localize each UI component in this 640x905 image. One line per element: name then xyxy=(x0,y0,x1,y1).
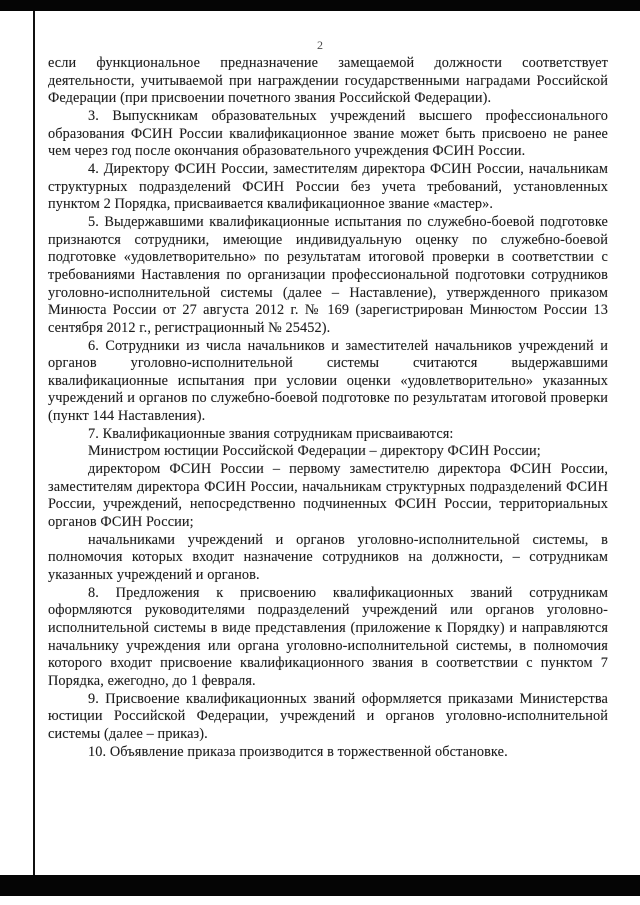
paragraph-item-6: 6. Сотрудники из числа начальников и заместителей начальников учреждений и органов уголовно-исполнительной системы считаются выдержавшими квалификационные испытания при условии оценки «удовлетворительно» указанных учреждений и органов по служебно-боевой подготовке по результатам итоговой проверки (пункт 144 Наставления). xyxy=(48,337,608,425)
paragraph-item-10: 10. Объявление приказа производится в торжественной обстановке. xyxy=(88,743,508,760)
paragraph-item-7-sub-minister: Министром юстиции Российской Федерации – директору ФСИН России; xyxy=(88,443,541,460)
paragraph-item-5: 5. Выдержавшими квалификационные испытания по служебно-боевой подготовке признаются сотрудники, имеющие индивидуальную оценку по служебно-боевой подготовке «удовлетворительно» по результатам итоговой проверки в соответствии с требованиями Наставления по организации профессиональной подготовки сотрудников уголовно-исполнительной системы (далее – Наставление), утвержденного приказом Минюста России от 27 августа 2012 г. № 169 (зарегистрирован Минюстом России 13 сентября 2012 г., регистрационный № 25452). xyxy=(48,213,608,336)
document-body xyxy=(48,55,608,761)
paragraph-item-7-sub-director: директором ФСИН России – первому заместителю директора ФСИН России, заместителям директора ФСИН России, начальникам структурных подразделений ФСИН России, учреждений, непосредственно подчиненных ФСИН России, территориальных органов ФСИН России; xyxy=(48,461,608,531)
paragraph-item-9: 9. Присвоение квалификационных званий оформляется приказами Министерства юстиции Российской Федерации, учреждений и органов уголовно-исполнительной системы (далее – приказ). xyxy=(48,690,608,742)
paragraph-continuation: если функциональное предназначение замещаемой должности соответствует деятельности, учитываемой при награждении государственными наградами Российской Федерации (при присвоении почетного звания Российской Федерации). xyxy=(48,55,608,107)
scan-artifact-left-edge-line xyxy=(33,11,35,875)
paragraph-item-4: 4. Директору ФСИН России, заместителям директора ФСИН России, начальникам структурных подразделений ФСИН России без учета требований, установленных пунктом 2 Порядка, присваивается квалификационное звание «мастер». xyxy=(48,160,608,213)
paragraph-item-8: 8. Предложения к присвоению квалификационных званий сотрудникам оформляются руководителями подразделений учреждений или органов уголовно-исполнительной системы в виде представления (приложение к Порядку) и направляются начальнику учреждения или органа уголовно-исполнительной системы, в полномочия которого входит присвоение квалификационного звания в соответствии с пунктом 7 Порядка, ежегодно, до 1 февраля. xyxy=(48,584,608,689)
paragraph-item-7: 7. Квалификационные звания сотрудникам присваиваются: xyxy=(88,425,454,442)
scan-artifact-bottom-bar xyxy=(0,875,640,896)
scan-artifact-top-bar xyxy=(0,0,640,11)
paragraph-item-3: 3. Выпускникам образовательных учреждений высшего профессионального образования ФСИН России квалификационное звание может быть присвоено не ранее чем через год после окончания образовательного учреждения ФСИН России. xyxy=(48,107,608,160)
page-number: 2 xyxy=(317,38,323,52)
paragraph-item-7-sub-chiefs: начальниками учреждений и органов уголовно-исполнительной системы, в полномочия которых входит назначение сотрудников на должности, – сотрудникам указанных учреждений и органов. xyxy=(48,531,608,584)
